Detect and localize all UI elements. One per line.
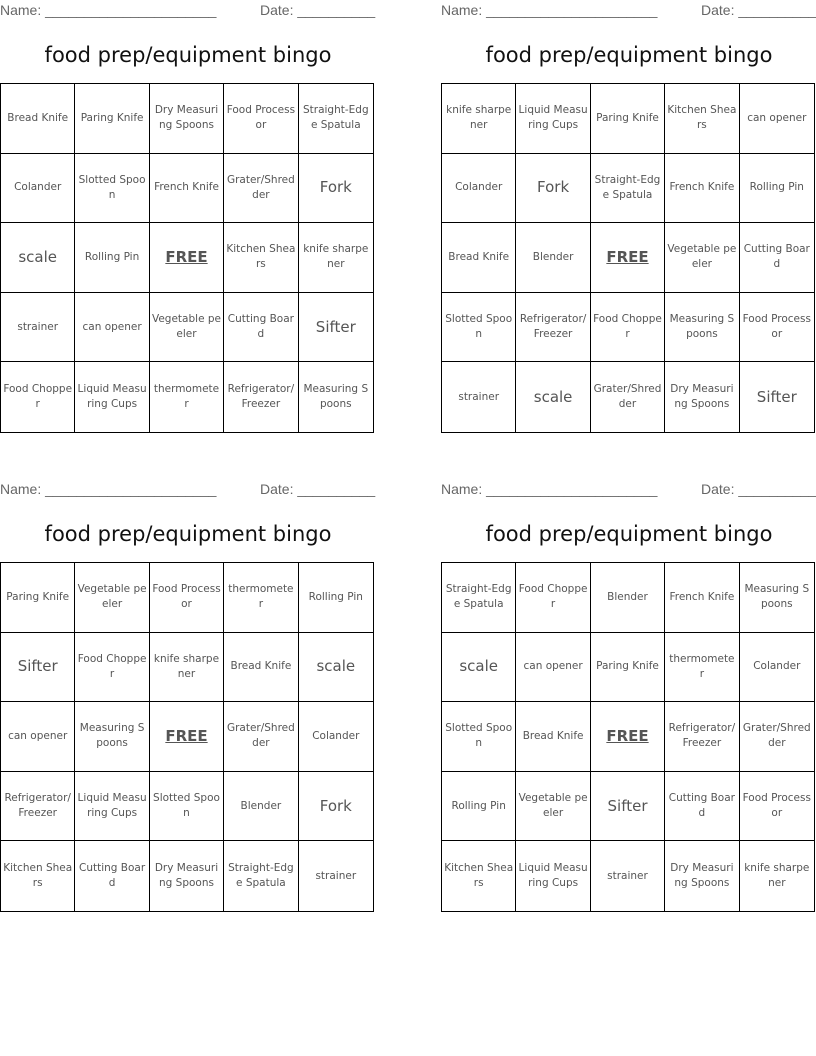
bingo-card-2: [441, 0, 816, 440]
bingo-cell: Fork: [299, 154, 373, 224]
bingo-cell: Sifter: [756, 387, 797, 406]
bingo-cell: Refrigerator/Freezer: [516, 293, 590, 363]
bingo-cell: Grater/Shredder: [591, 362, 665, 432]
bingo-cell: Liquid Measuring Cups: [516, 84, 590, 154]
bingo-cell: scale: [516, 362, 590, 432]
bingo-cell: strainer: [442, 362, 516, 432]
bingo-cell: Measuring Spoons: [75, 702, 149, 772]
free-space: FREE: [150, 702, 224, 772]
name-field-label: Name: ______________________: [441, 481, 658, 497]
bingo-cell: can opener: [1, 702, 75, 772]
bingo-card-1: [0, 0, 376, 440]
bingo-cell: Dry Measuring Spoons: [665, 362, 739, 432]
bingo-cell: knife sharpener: [744, 862, 810, 890]
bingo-cell: Straight-Edge Spatula: [299, 84, 373, 154]
bingo-cell: Food Processor: [224, 84, 298, 154]
bingo-cell: Measuring Spoons: [740, 563, 814, 633]
bingo-cell: strainer: [591, 841, 665, 911]
bingo-grid: [441, 83, 815, 433]
bingo-cell: scale: [299, 633, 373, 703]
date-field-label: Date: __________: [701, 481, 816, 497]
bingo-cell: Straight-Edge Spatula: [224, 841, 298, 911]
bingo-cell: Liquid Measuring Cups: [75, 772, 149, 842]
bingo-cell: Bread Knife: [1, 84, 75, 154]
bingo-cell: Liquid Measuring Cups: [516, 841, 590, 911]
free-space: FREE: [591, 223, 665, 293]
bingo-cell: Dry Measuring Spoons: [150, 841, 224, 911]
bingo-cell: Straight-Edge Spatula: [591, 154, 665, 224]
bingo-cell: Slotted Spoon: [442, 702, 516, 772]
bingo-cell: Refrigerator/Freezer: [665, 702, 739, 772]
bingo-cell: Dry Measuring Spoons: [665, 841, 739, 911]
bingo-cell: Bread Knife: [516, 702, 590, 772]
date-field-label: Date: __________: [260, 2, 376, 18]
bingo-cell: Grater/Shredder: [224, 702, 298, 772]
bingo-cell: Food Processor: [740, 772, 814, 842]
name-field-label: Name: ______________________: [441, 2, 658, 18]
bingo-cell: can opener: [740, 84, 814, 154]
bingo-cell: Food Chopper: [75, 633, 149, 703]
bingo-cell: Paring Knife: [591, 84, 665, 154]
free-space: FREE: [150, 223, 224, 293]
bingo-cell: strainer: [315, 869, 357, 882]
bingo-cell: Colander: [442, 154, 516, 224]
bingo-cell: Bread Knife: [442, 223, 516, 293]
bingo-cell: French Knife: [150, 154, 224, 224]
bingo-cell: Food Processor: [150, 563, 224, 633]
bingo-card-3: [0, 479, 376, 919]
bingo-cell: can opener: [75, 293, 149, 363]
bingo-cell: Food Chopper: [591, 293, 665, 363]
bingo-cell: strainer: [1, 293, 75, 363]
bingo-cell: Measuring Spoons: [665, 293, 739, 363]
bingo-cell: Fork: [516, 154, 590, 224]
bingo-cell: Rolling Pin: [75, 223, 149, 293]
bingo-cell: Grater/Shredder: [740, 702, 814, 772]
bingo-cell: thermometer: [665, 633, 739, 703]
bingo-cell: Vegetable peeler: [516, 772, 590, 842]
bingo-cell: knife sharpener: [442, 84, 516, 154]
card-title: food prep/equipment bingo: [485, 43, 773, 67]
bingo-cell: thermometer: [224, 563, 298, 633]
bingo-cell: Fork: [299, 772, 373, 842]
bingo-cell: Kitchen Shears: [442, 841, 516, 911]
bingo-cell: Food Processor: [740, 293, 814, 363]
bingo-cell: Rolling Pin: [299, 563, 373, 633]
date-field-label: Date: __________: [701, 2, 816, 18]
name-field-label: Name: ______________________: [0, 481, 217, 497]
bingo-cell: Sifter: [591, 772, 665, 842]
bingo-cell: Refrigerator/Freezer: [224, 362, 298, 432]
free-space: FREE: [591, 702, 665, 772]
bingo-cell: Blender: [224, 772, 298, 842]
bingo-cell: Colander: [740, 633, 814, 703]
bingo-cell: scale: [1, 223, 75, 293]
bingo-cell: Cutting Board: [740, 223, 814, 293]
bingo-cell: Vegetable peeler: [75, 563, 149, 633]
bingo-cell: Kitchen Shears: [1, 841, 75, 911]
bingo-cell: Colander: [299, 702, 373, 772]
bingo-card-4: [441, 479, 816, 919]
bingo-cell: Straight-Edge Spatula: [442, 563, 516, 633]
bingo-cell: Bread Knife: [224, 633, 298, 703]
date-field-label: Date: __________: [260, 481, 376, 497]
bingo-cell: French Knife: [665, 154, 739, 224]
bingo-grid: [0, 83, 374, 433]
bingo-cell: Vegetable peeler: [150, 293, 224, 363]
bingo-cell: Cutting Board: [224, 293, 298, 363]
bingo-cell: Dry Measuring Spoons: [150, 84, 224, 154]
bingo-cell: Slotted Spoon: [442, 293, 516, 363]
bingo-cell: Grater/Shredder: [224, 154, 298, 224]
bingo-cell: Food Chopper: [1, 362, 75, 432]
bingo-cell: Colander: [1, 154, 75, 224]
bingo-cell: Rolling Pin: [740, 154, 814, 224]
bingo-cell: can opener: [516, 633, 590, 703]
bingo-cell: Measuring Spoons: [303, 383, 369, 411]
bingo-cell: Kitchen Shears: [224, 223, 298, 293]
bingo-cell: Food Chopper: [516, 563, 590, 633]
bingo-cell: Rolling Pin: [442, 772, 516, 842]
card-title: food prep/equipment bingo: [44, 43, 332, 67]
bingo-cell: Refrigerator/Freezer: [1, 772, 75, 842]
name-field-label: Name: ______________________: [0, 2, 217, 18]
bingo-cell: Paring Knife: [1, 563, 75, 633]
bingo-cell: Blender: [516, 223, 590, 293]
bingo-cell: Slotted Spoon: [150, 772, 224, 842]
bingo-grid: [441, 562, 815, 912]
bingo-cell: Slotted Spoon: [75, 154, 149, 224]
bingo-cell: scale: [442, 633, 516, 703]
card-title: food prep/equipment bingo: [44, 522, 332, 546]
bingo-cell: knife sharpener: [150, 633, 224, 703]
bingo-cell: Kitchen Shears: [665, 84, 739, 154]
bingo-cell: Vegetable peeler: [665, 223, 739, 293]
bingo-cell: Paring Knife: [591, 633, 665, 703]
bingo-cell: Sifter: [1, 633, 75, 703]
bingo-cell: Sifter: [299, 293, 373, 363]
bingo-cell: Blender: [591, 563, 665, 633]
bingo-cell: Paring Knife: [75, 84, 149, 154]
bingo-cell: Cutting Board: [75, 841, 149, 911]
bingo-cell: thermometer: [150, 362, 224, 432]
bingo-cell: knife sharpener: [299, 223, 373, 293]
bingo-grid: [0, 562, 374, 912]
bingo-cell: Cutting Board: [665, 772, 739, 842]
bingo-cell: Liquid Measuring Cups: [75, 362, 149, 432]
bingo-cell: French Knife: [665, 563, 739, 633]
card-title: food prep/equipment bingo: [485, 522, 773, 546]
